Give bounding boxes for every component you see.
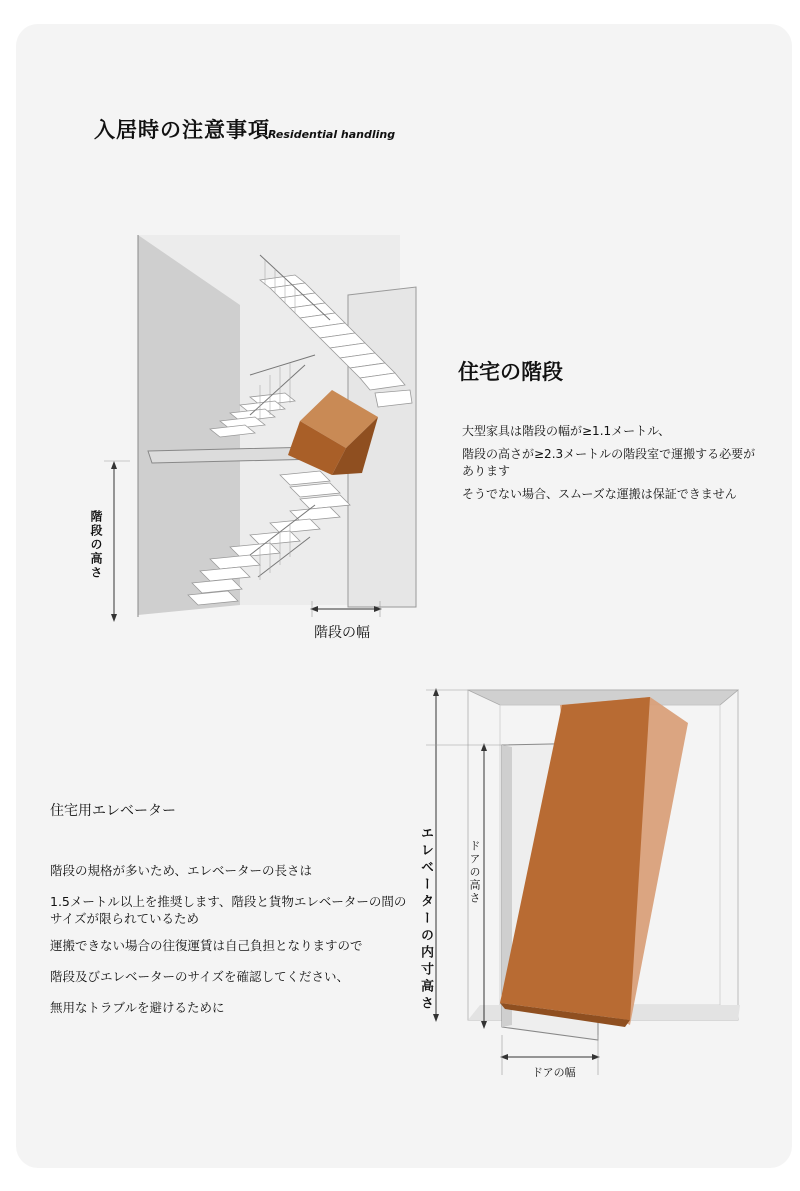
elevator-paragraph: 運搬できない場合の往復運賃は自己負担となりますので — [50, 938, 363, 953]
stair-height-label: 階段の高さ — [89, 510, 103, 580]
elevator-paragraph: 階段の規格が多いため、エレベーターの長さは — [50, 863, 313, 878]
elevator-paragraph: 階段及びエレベーターのサイズを確認してください、 — [50, 969, 350, 984]
stairs-heading: 住宅の階段 — [458, 360, 563, 384]
elevator-inner-height-label: エレベーターの内寸高さ — [418, 826, 433, 1013]
elevator-paragraph: 無用なトラブルを避けるために — [50, 1000, 225, 1015]
elevator-paragraph: 1.5メートル以上を推奨します、階段と貨物エレベーターの間のサイズが限られているため — [50, 894, 407, 926]
stair-width-label: 階段の幅 — [314, 625, 370, 641]
door-height-label: ドアの高さ — [468, 840, 481, 905]
stairs-paragraph: 階段の高さが≥2.3メートルの階段室で運搬する必要があります — [462, 447, 756, 478]
stairs-description — [462, 423, 762, 509]
stairs-paragraph: 大型家具は階段の幅が≥1.1メートル、 — [462, 424, 671, 438]
elevator-description — [50, 862, 410, 1030]
page-subtitle: Residential handling — [268, 128, 396, 141]
staircase-illustration — [100, 225, 430, 625]
stairs-paragraph: そうでない場合、スムーズな運搬は保証できません — [462, 487, 737, 501]
page-title: 入居時の注意事項 — [94, 118, 270, 142]
elevator-heading: 住宅用エレベーター — [50, 803, 176, 819]
door-width-label: ドアの幅 — [532, 1066, 576, 1079]
